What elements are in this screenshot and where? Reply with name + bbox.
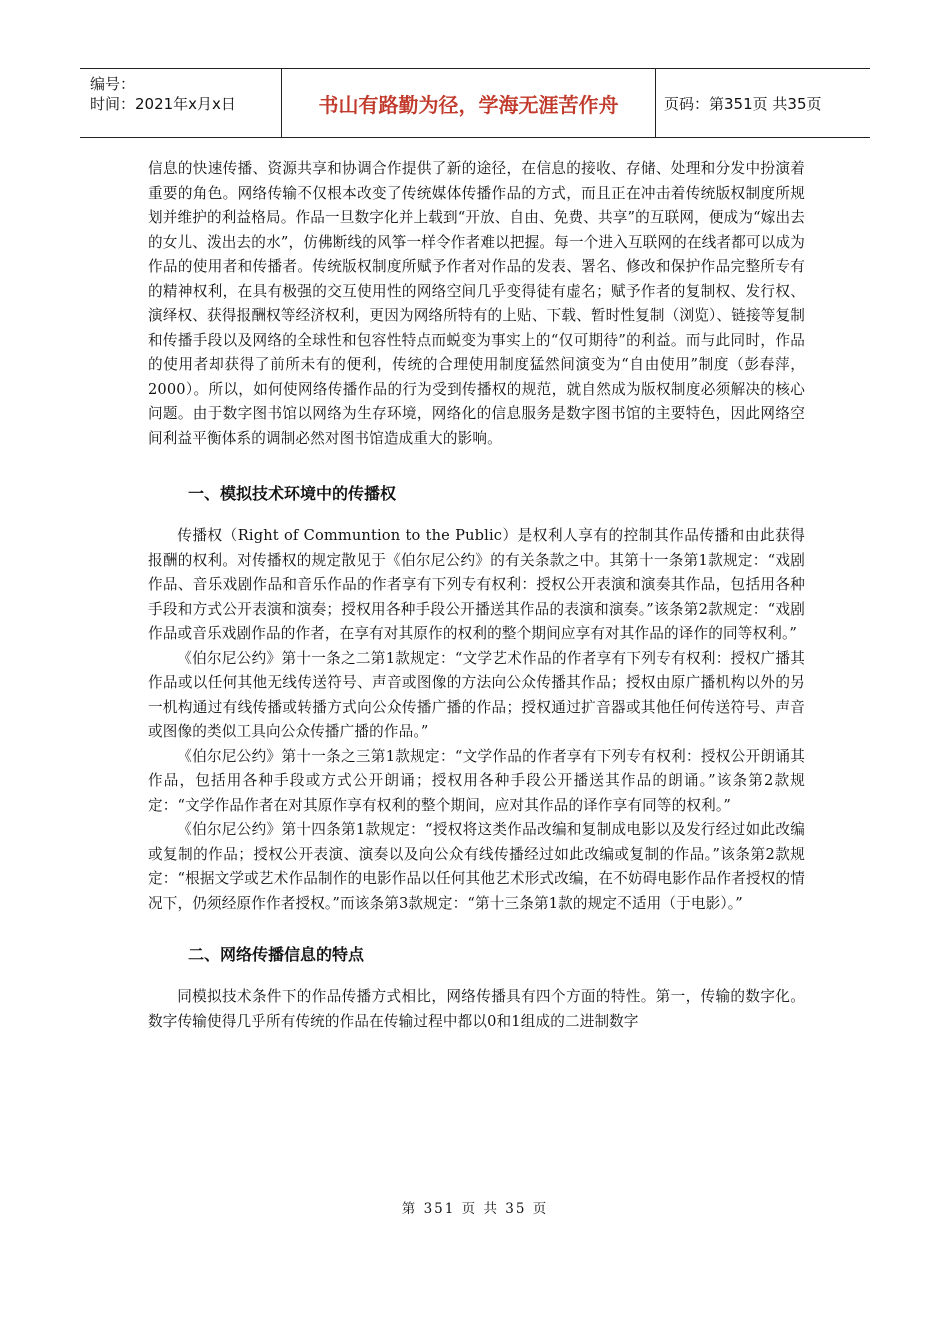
section-heading-2: 二、网络传播信息的特点 xyxy=(188,945,365,964)
intro-paragraph: 信息的快速传播、资源共享和协调合作提供了新的途径，在信息的接收、存储、处理和分发中扮演着重要的角色。网络传输不仅根本改变了传统媒体传播作品的方式，而且正在冲击着传统版权制度所规划并维护的利益格局。作品一旦数字化并上载到“开放、自由、免费、共享”的互联网，便成为“嫁出去的女儿、泼出去的水”，仿佛断线的风筝一样令作者难以把握。每一个进入互联网的在线者都可以成为作品的使用者和传播者。传统版权制度所赋予作者对作品的发表、署名、修改和保护作品完整所专有的精神权利，在具有极强的交互使用性的网络空间几乎变得徒有虚名；赋予作者的复制权、发行权、演绎权、获得报酬权等经济权利，更因为网络所特有的上贴、下载、暂时性复制（浏览）、链接等复制和传播手段以及网络的全球性和包容性特点而蜕变为事实上的“仅可期待”的利益。而与此同时，作品的使用者却获得了前所未有的便利，传统的合理使用制度猛然间演变为“自由使用”制度（彭春萍，2000）。所以，如何使网络传播作品的行为受到传播权的规范，就自然成为版权制度必须解决的核心问题。由于数字图书馆以网络为生存环境，网络化的信息服务是数字图书馆的主要特色，因此网络空间利益平衡体系的调制必然对图书馆造成重大的影响。 xyxy=(148,160,805,447)
document-body xyxy=(148,157,805,1034)
header-meta xyxy=(80,69,282,137)
page-footer: 第 351 页 共 35 页 xyxy=(401,1201,549,1217)
time-label: 时间：2021年x月x日 xyxy=(90,95,236,113)
number-label: 编号： xyxy=(90,75,136,93)
paragraph-2: 《伯尔尼公约》第十一条之二第1款规定：“文学艺术作品的作者享有下列专有权利：授权广播其作品或以任何其他无线传送符号、声音或图像的方法向公众传播其作品；授权由原广播机构以外的另一机构通过有线传播或转播方式向公众传播广播的作品；授权通过扩音器或其他任何传送符号、声音或图像的类似工具向公众传播广播的作品。” xyxy=(148,649,805,740)
paragraph-4: 《伯尔尼公约》第十四条第1款规定：“授权将这类作品改编和复制成电影以及发行经过如此改编或复制的作品；授权公开表演、演奏以及向公众有线传播经过如此改编或复制的作品。”该条第2款规定：“根据文学或艺术作品制作的电影作品以任何其他艺术形式改编，在不妨碍电影作品作者授权的情况下，仍须经原作作者授权。”而该条第3款规定：“第十三条第1款的规定不适用（于电影）。” xyxy=(148,821,805,912)
page-header xyxy=(80,68,870,138)
header-motto: 书山有路勤为径，学海无涯苦作舟 xyxy=(282,69,656,137)
header-page-label: 页码：第351页 共35页 xyxy=(664,94,822,113)
section-heading-1: 一、模拟技术环境中的传播权 xyxy=(188,484,397,503)
paragraph-5: 同模拟技术条件下的作品传播方式相比，网络传播具有四个方面的特性。第一，传输的数字化。数字传输使得几乎所有传统的作品在传输过程中都以0和1组成的二进制数字 xyxy=(148,988,805,1030)
paragraph-1: 传播权（Right of Communtion to the Public）是权利人享有的控制其作品传播和由此获得报酬的权利。对传播权的规定散见于《伯尔尼公约》的有关条款之中。其第十一条第1款规定：“戏剧作品、音乐戏剧作品和音乐作品的作者享有下列专有权利：授权公开表演和演奏其作品，包括用各种手段和方式公开表演和演奏；授权用各种手段公开播送其作品的表演和演奏。”该条第2款规定：“戏剧作品或音乐戏剧作品的作者，在享有对其原作的权利的整个期间应享有对其作品的译作的同等权利。” xyxy=(148,527,805,642)
paragraph-3: 《伯尔尼公约》第十一条之三第1款规定：“文学作品的作者享有下列专有权利：授权公开朗诵其作品，包括用各种手段或方式公开朗诵；授权用各种手段公开播送其作品的朗诵。”该条第2款规定：“文学作品作者在对其原作享有权利的整个期间，应对其作品的译作享有同等的权利。” xyxy=(148,747,805,814)
